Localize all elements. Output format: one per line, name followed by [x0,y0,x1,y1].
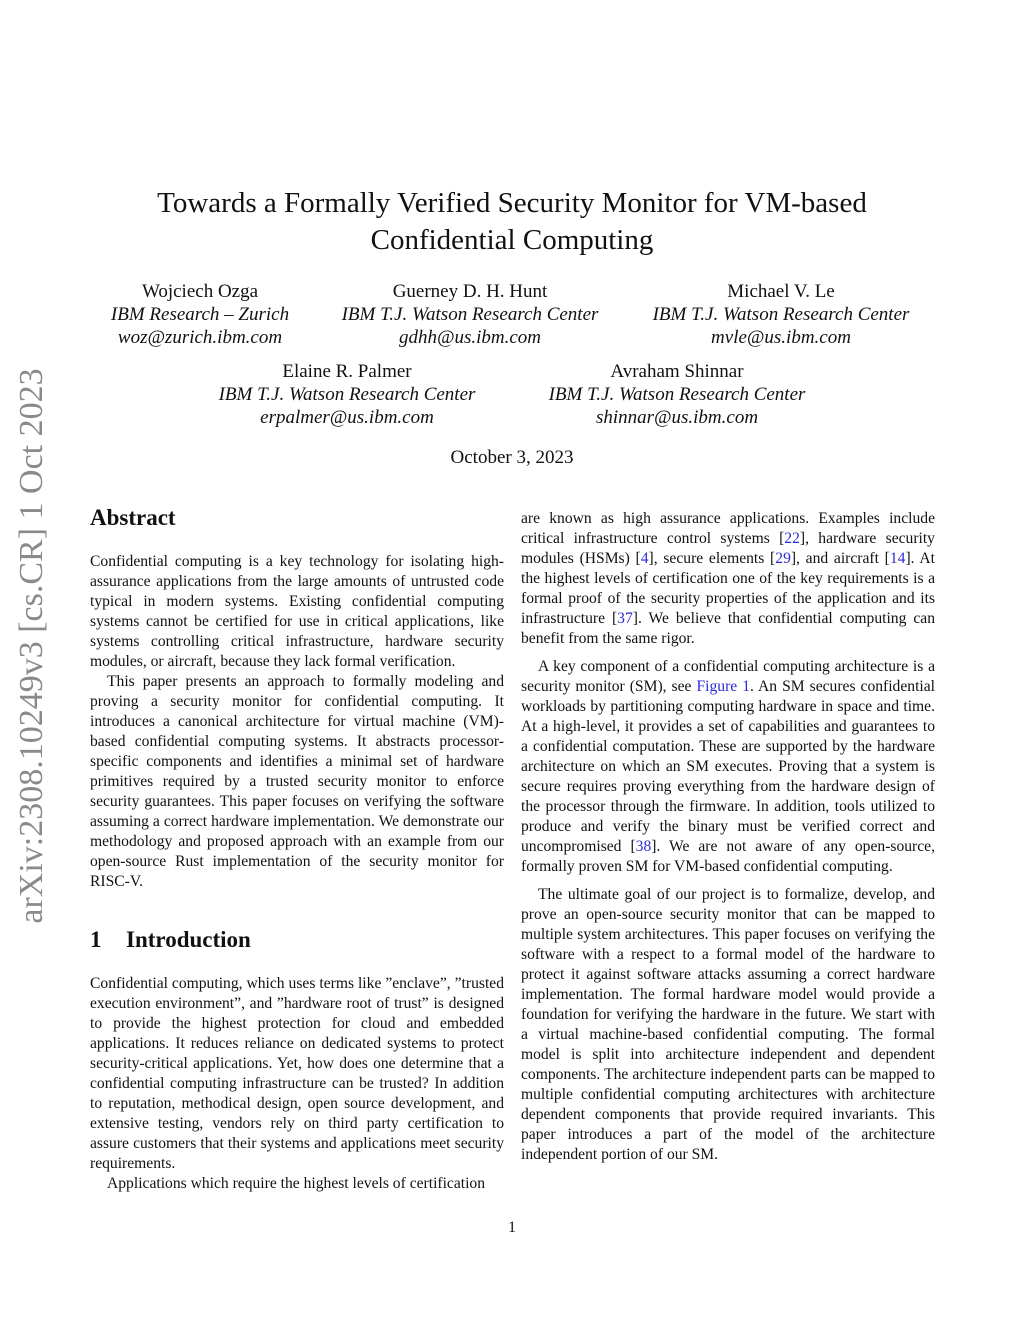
text-run: ], and aircraft [ [790,550,890,567]
abstract-paragraph: Confidential computing is a key technology for isolating high-assurance applications from the large amounts of untrusted code typical in modern systems. Existing confidential computing systems cannot be certified for use in critical applications, like systems controlling critical infrastructure, hardware security modules, or aircraft, because they lack formal verification. [90,553,504,670]
author-affiliation: IBM T.J. Watson Research Center [652,304,910,325]
text-run: . An SM secures confidential workloads by partitioning computing hardware in space and time. At a high-level, it provides a set of capabilities and guarantees to a confidential computation. These are supported by the hardware architecture on which an SM executes. Proving that a system is secure requires proving everything from the hardware design of the processor through the firmware. In addition, tools utilized to produce and verify the binary must be verified correct and uncompromised [ [521,678,935,855]
citation-link[interactable]: 4 [640,550,649,567]
body-paragraph [521,509,935,649]
author-affiliation: IBM T.J. Watson Research Center [341,304,599,325]
text-run: ]. At the highest levels of certification one of the key requirements is a formal proof of the security properties of the application and its infrastructure [ [521,550,935,627]
author-name: Wojciech Ozga [141,281,259,302]
author-block-1 [90,280,310,349]
author-block-4 [202,360,492,429]
author-email: shinnar@us.ibm.com [595,407,759,428]
author-email: erpalmer@us.ibm.com [260,407,434,428]
author-name: Avraham Shinnar [610,361,744,382]
text-run: ]. We are not aware of any open-source, formally proven SM for VM-based confidential computing. [521,838,935,875]
left-column [90,500,504,1194]
author-block-5 [532,360,822,429]
author-email: woz@zurich.ibm.com [117,327,283,348]
body-paragraph [521,657,935,877]
citation-link[interactable]: 14 [889,550,906,567]
text-run: ], hardware security modules (HSMs) [ [521,530,935,567]
author-affiliation: IBM Research – Zurich [110,304,290,325]
text-run: are known as high assurance applications. Examples include critical infrastructure control systems [ [521,510,935,547]
introduction-heading [90,926,504,954]
author-block-2 [325,280,615,349]
author-block-3 [636,280,926,349]
introduction-paragraph: Applications which require the highest levels of certification [107,1175,486,1192]
section-title: Introduction [126,927,251,952]
author-name: Michael V. Le [727,281,835,302]
author-name: Elaine R. Palmer [282,361,412,382]
section-number: 1 [90,927,102,952]
text-run: ], secure elements [ [648,550,776,567]
author-email: gdhh@us.ibm.com [398,327,542,348]
author-affiliation: IBM T.J. Watson Research Center [218,384,476,405]
page-number: 1 [508,1219,516,1236]
text-run: A key component of a confidential computing architecture is a security monitor (SM), see [521,658,935,695]
text-run: ]. We believe that confidential computing can benefit from the same rigor. [521,610,935,647]
arxiv-identifier [10,362,54,930]
author-name: Guerney D. H. Hunt [392,281,548,302]
arxiv-identifier-text: arXiv:2308.10249v3 [cs.CR] 1 Oct 2023 [13,368,50,924]
abstract-heading: Abstract [90,505,176,530]
paper-title: Towards a Formally Verified Security Monitor for VM-based Confidential Computing [157,187,867,256]
figure-link[interactable]: Figure 1 [696,678,750,695]
citation-link[interactable]: 38 [635,838,652,855]
right-column [521,509,935,1165]
author-affiliation: IBM T.J. Watson Research Center [548,384,806,405]
introduction-paragraph: Confidential computing, which uses terms like ”enclave”, ”trusted execution environment”, and ”hardware root of trust” is designed to provide the highest protection for cloud and embedded applications. It reduces reliance on dedicated systems to protect security-critical applications. Yet, how does one determine that a confidential computing infrastructure can be trusted? In addition to reputation, methodical design, open source development, and extensive testing, vendors rely on third party certification to assure customers that their systems and applications meet security requirements. [90,975,504,1172]
citation-link[interactable]: 37 [617,610,633,627]
citation-link[interactable]: 22 [784,530,800,547]
publication-date: October 3, 2023 [450,447,574,468]
author-email: mvle@us.ibm.com [711,327,851,348]
abstract-paragraph: This paper presents an approach to formally modeling and proving a security monitor for confidential computing. It introduces a canonical architecture for virtual machine (VM)-based confidential computing systems. It abstracts processor-specific components and identifies a minimal set of hardware primitives required by a trusted security monitor to enforce security guarantees. This paper focuses on verifying the software assuming a correct hardware implementation. We demonstrate our methodology and proposed approach with an example from our open-source Rust implementation of the security monitor for RISC-V. [90,673,504,890]
body-paragraph: The ultimate goal of our project is to formalize, develop, and prove an open-source security monitor that can be mapped to multiple system architectures. This paper focuses on verifying the software with a respect to a formal model of the hardware to protect it against software attacks assuming a correct hardware implementation. The formal hardware model would provide a foundation for verifying the hardware in the future. We start with a virtual machine-based confidential computing. The formal model is split into architecture independent and dependent components. The architecture independent parts can be mapped to multiple confidential computing architectures with architecture dependent components that provide required invariants. This paper introduces a part of the model of the architecture independent portion of our SM. [521,886,935,1163]
citation-link[interactable]: 29 [775,550,791,567]
